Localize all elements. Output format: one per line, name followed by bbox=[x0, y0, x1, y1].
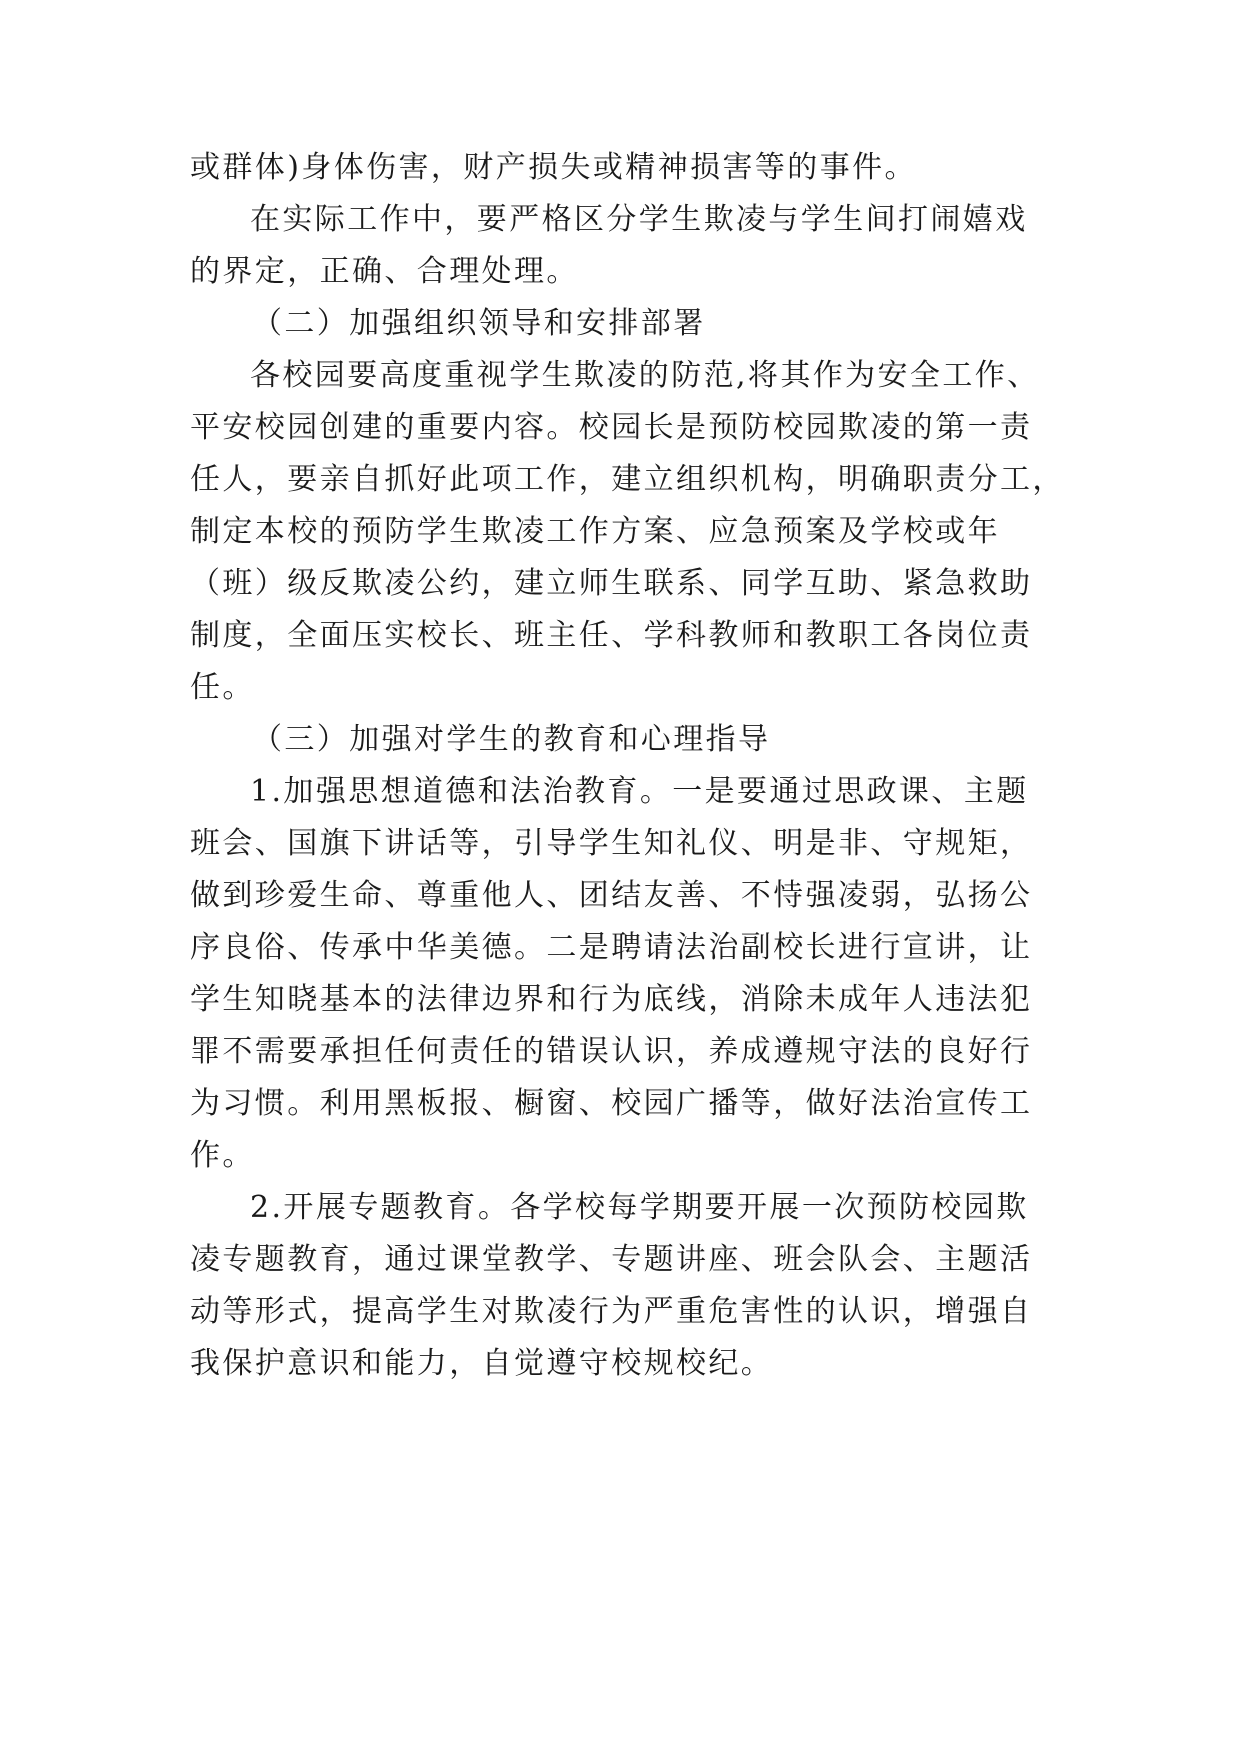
text-line: 作。 bbox=[190, 1138, 255, 1173]
text-line: 学生知晓基本的法律边界和行为底线，消除未成年人违法犯 bbox=[190, 982, 1033, 1017]
text-line: 我保护意识和能力，自觉遵守校规校纪。 bbox=[190, 1346, 774, 1381]
text-line: 制定本校的预防学生欺凌工作方案、应急预案及学校或年 bbox=[190, 514, 1000, 549]
text-line: 序良俗、传承中华美德。二是聘请法治副校长进行宣讲，让 bbox=[190, 930, 1033, 965]
text-line: 做到珍爱生命、尊重他人、团结友善、不恃强凌弱，弘扬公 bbox=[190, 878, 1033, 913]
section-heading: （二）加强组织领导和安排部署 bbox=[252, 306, 706, 341]
text-line: 或群体)身体伤害，财产损失或精神损害等的事件。 bbox=[190, 150, 917, 185]
text-line: 的界定，正确、合理处理。 bbox=[190, 254, 579, 289]
text-line: 罪不需要承担任何责任的错误认识，养成遵规守法的良好行 bbox=[190, 1034, 1033, 1069]
section-heading: （三）加强对学生的教育和心理指导 bbox=[252, 722, 771, 757]
text-line: 任人，要亲自抓好此项工作，建立组织机构，明确职责分工， bbox=[190, 462, 1065, 497]
text-line: 为习惯。利用黑板报、橱窗、校园广播等，做好法治宣传工 bbox=[190, 1086, 1033, 1121]
text-line: 任。 bbox=[190, 670, 255, 705]
paragraph-line: 1.加强思想道德和法治教育。一是要通过思政课、主题 bbox=[250, 774, 1029, 809]
text-line: 凌专题教育，通过课堂教学、专题讲座、班会队会、主题活 bbox=[190, 1242, 1033, 1277]
text-line: 动等形式，提高学生对欺凌行为严重危害性的认识，增强自 bbox=[190, 1294, 1033, 1329]
text-line: 平安校园创建的重要内容。校园长是预防校园欺凌的第一责 bbox=[190, 410, 1033, 445]
paragraph-line: 2.开展专题教育。各学校每学期要开展一次预防校园欺 bbox=[250, 1190, 1029, 1225]
text-line: 制度，全面压实校长、班主任、学科教师和教职工各岗位责 bbox=[190, 618, 1033, 653]
text-line: （班）级反欺凌公约，建立师生联系、同学互助、紧急救助 bbox=[190, 566, 1033, 601]
paragraph-line: 各校园要高度重视学生欺凌的防范,将其作为安全工作、 bbox=[250, 358, 1040, 393]
text-line: 班会、国旗下讲话等，引导学生知礼仪、明是非、守规矩， bbox=[190, 826, 1033, 861]
paragraph-line: 在实际工作中，要严格区分学生欺凌与学生间打闹嬉戏 bbox=[250, 202, 1028, 237]
